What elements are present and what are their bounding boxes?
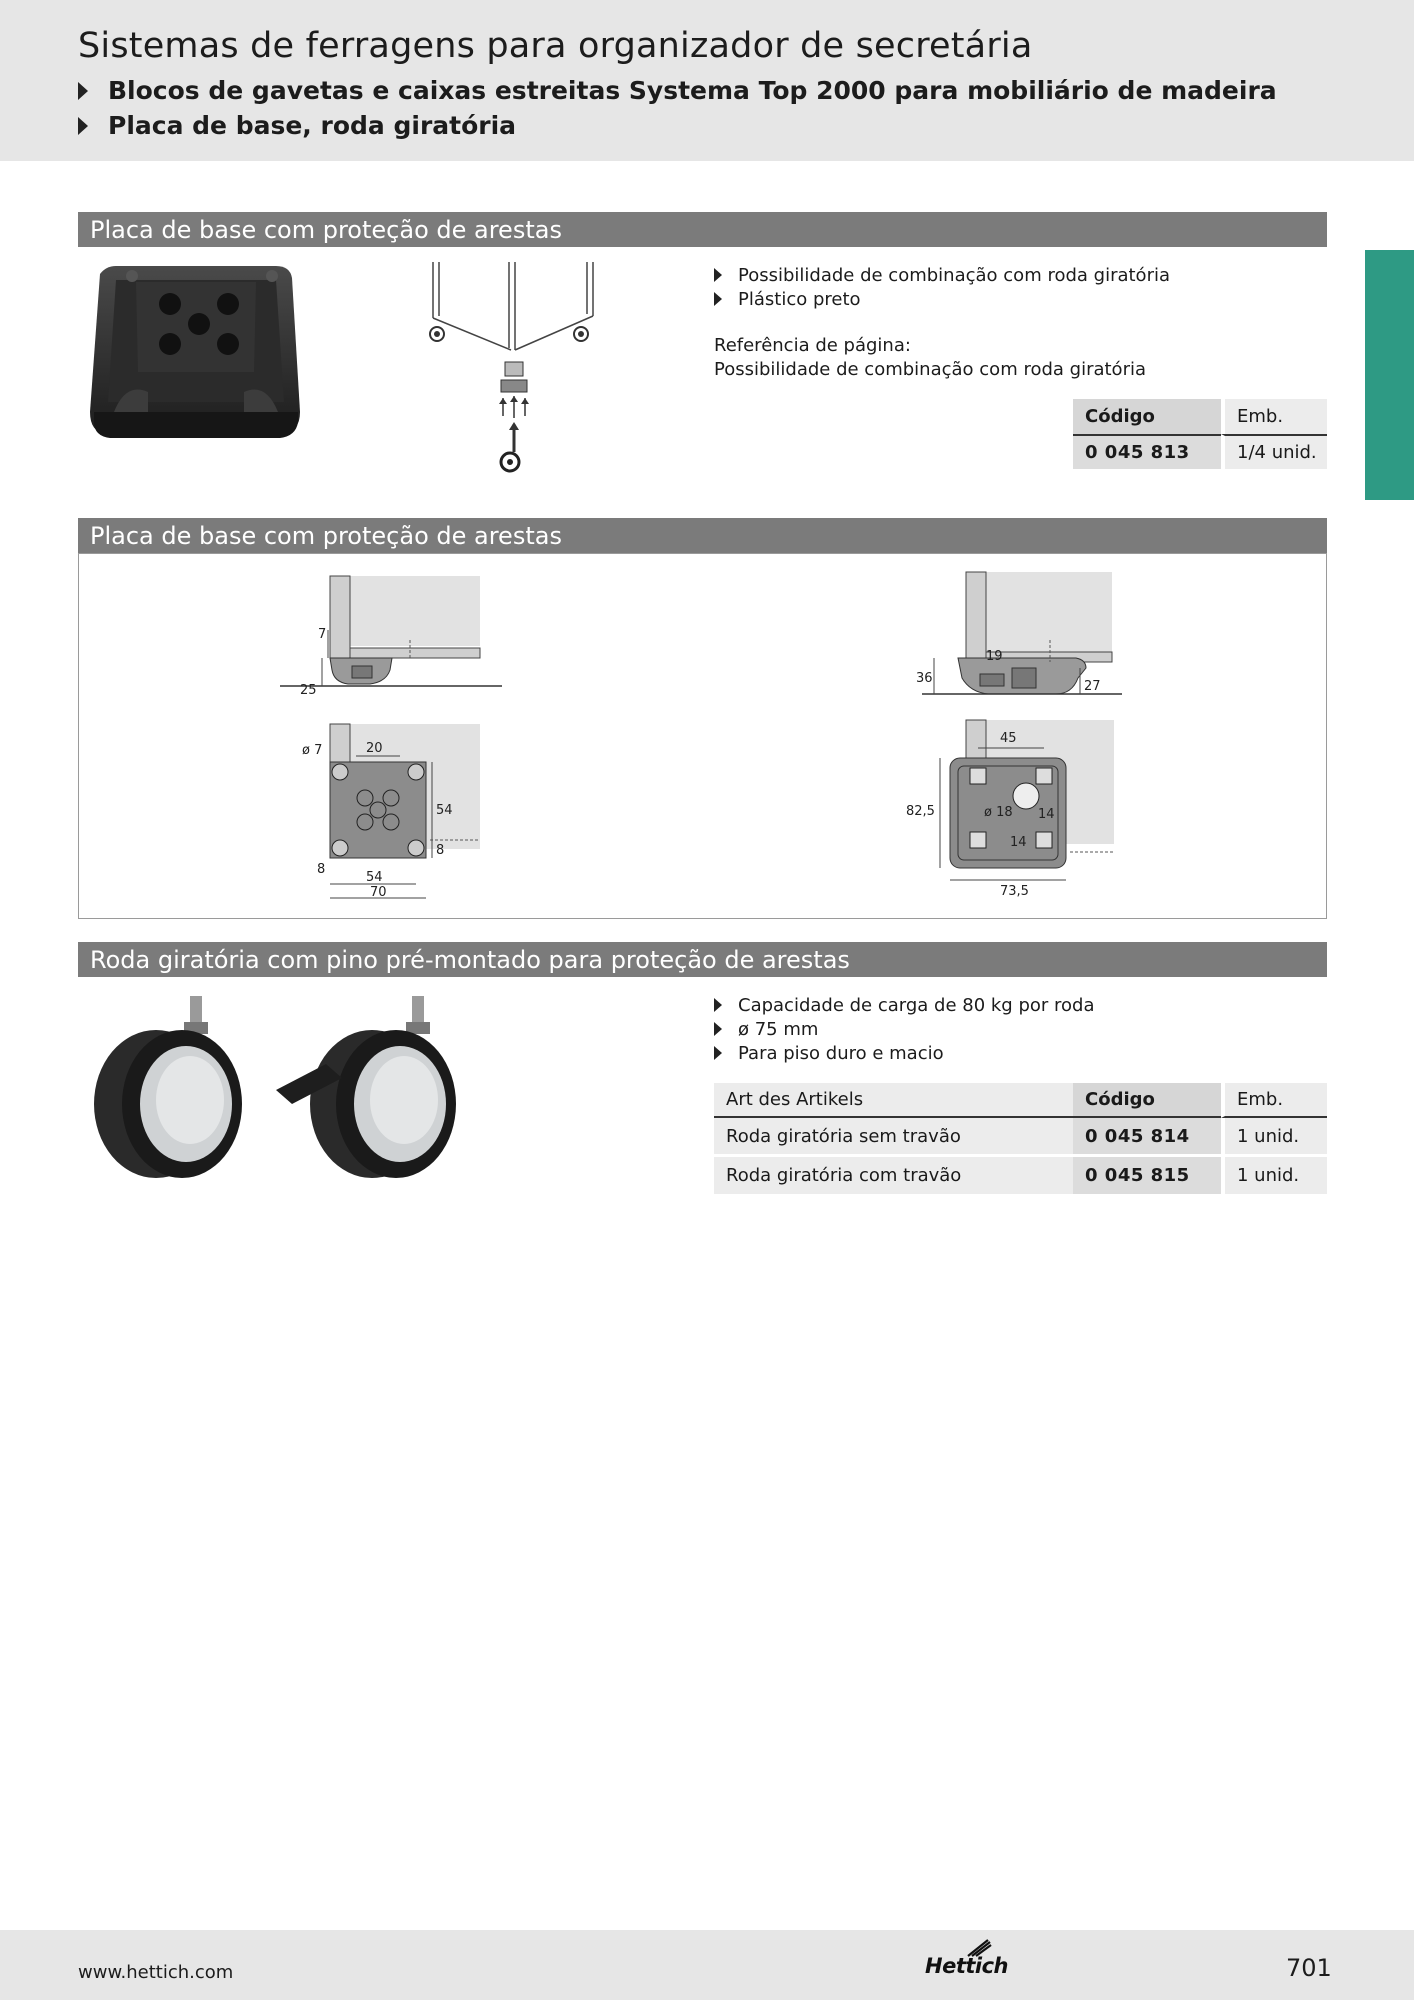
section-3-table <box>714 1083 1327 1194</box>
column-header-pack: Emb. <box>1221 1083 1327 1118</box>
page-reference-label: Referência de página: <box>714 335 911 356</box>
column-header-code: Código <box>1073 399 1221 434</box>
dim-label: 27 <box>1084 679 1101 694</box>
bullet-item: Plástico preto <box>714 288 1170 312</box>
caster-photo-with-brake <box>272 992 472 1208</box>
dim-label: 19 <box>986 649 1003 664</box>
page-subtitle-2: Placa de base, roda giratória <box>78 111 516 140</box>
dim-label: 14 <box>1038 807 1055 822</box>
triangle-bullet-icon <box>714 1022 722 1036</box>
left-dimension-drawing <box>270 570 510 910</box>
dim-label: 54 <box>366 870 383 885</box>
dim-label: 25 <box>300 683 317 698</box>
section-2-heading: Placa de base com proteção de arestas <box>78 518 1327 553</box>
brand-logo: Hettich <box>925 1954 1008 1978</box>
bullet-item: ø 75 mm <box>714 1018 1095 1042</box>
dim-label: 36 <box>916 671 933 686</box>
chapter-tab <box>1365 250 1414 500</box>
section-1-heading: Placa de base com proteção de arestas <box>78 212 1327 247</box>
table-cell-pack: 1 unid. <box>1221 1118 1327 1157</box>
right-dimension-drawing <box>900 570 1140 910</box>
dim-label: 70 <box>370 885 387 900</box>
dim-label: 8 <box>317 862 326 877</box>
page-subtitle-1: Blocos de gavetas e caixas estreitas Systema Top 2000 para mobiliário de madeira <box>78 76 1277 105</box>
triangle-bullet-icon <box>78 82 88 100</box>
dim-label: ø 18 <box>984 805 1013 820</box>
bullet-item: Para piso duro e macio <box>714 1042 1095 1066</box>
bullet-item: Capacidade de carga de 80 kg por roda <box>714 994 1095 1018</box>
base-plate-photo <box>86 262 306 442</box>
page-reference-text: Possibilidade de combinação com roda giratória <box>714 359 1146 380</box>
cabinet-assembly-drawing <box>425 258 605 478</box>
table-cell-pack: 1/4 unid. <box>1221 434 1327 469</box>
table-cell-code: 0 045 814 <box>1073 1118 1221 1157</box>
triangle-bullet-icon <box>78 117 88 135</box>
website-link[interactable]: www.hettich.com <box>78 1962 234 1983</box>
page-title: Sistemas de ferragens para organizador de secretária <box>78 26 1033 66</box>
column-header-code: Código <box>1073 1083 1221 1118</box>
section-1-table <box>1073 399 1327 469</box>
triangle-bullet-icon <box>714 292 722 306</box>
bullet-item: Possibilidade de combinação com roda giratória <box>714 264 1170 288</box>
caster-photo-without-brake <box>86 992 256 1208</box>
table-row <box>714 1118 1327 1157</box>
column-header-pack: Emb. <box>1221 399 1327 434</box>
dim-label: ø 7 <box>302 743 323 758</box>
table-cell-article: Roda giratória com travão <box>714 1157 1073 1194</box>
dim-label: 73,5 <box>1000 884 1029 899</box>
dim-label: 7 <box>318 627 327 642</box>
section-1-bullets <box>714 264 1170 312</box>
section-3-heading: Roda giratória com pino pré-montado para proteção de arestas <box>78 942 1327 977</box>
table-cell-pack: 1 unid. <box>1221 1157 1327 1194</box>
table-cell-code: 0 045 813 <box>1073 434 1221 469</box>
dim-label: 8 <box>436 843 445 858</box>
table-cell-code: 0 045 815 <box>1073 1157 1221 1194</box>
triangle-bullet-icon <box>714 1046 722 1060</box>
dim-label: 20 <box>366 741 383 756</box>
column-header-article: Art des Artikels <box>714 1083 1073 1118</box>
dim-label: 82,5 <box>906 804 935 819</box>
triangle-bullet-icon <box>714 268 722 282</box>
table-row <box>714 1157 1327 1194</box>
page-number: 701 <box>1286 1954 1332 1982</box>
table-cell-article: Roda giratória sem travão <box>714 1118 1073 1157</box>
triangle-bullet-icon <box>714 998 722 1012</box>
dim-label: 45 <box>1000 731 1017 746</box>
section-3-bullets <box>714 994 1095 1066</box>
dim-label: 14 <box>1010 835 1027 850</box>
dim-label: 54 <box>436 803 453 818</box>
